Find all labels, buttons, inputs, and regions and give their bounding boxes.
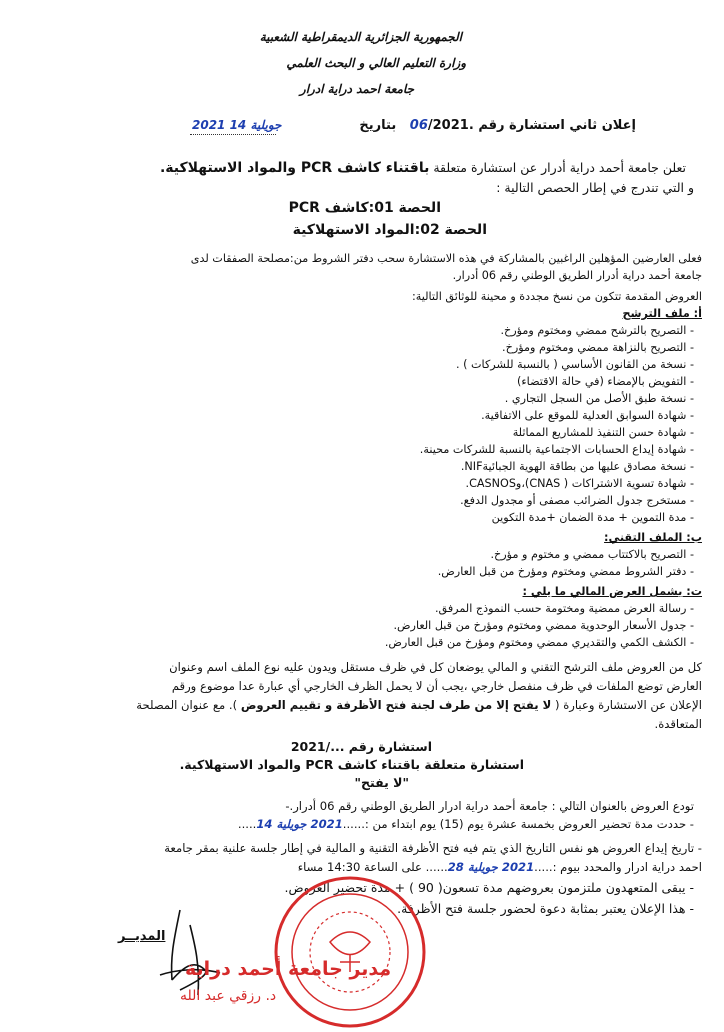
date-dotted-line — [190, 134, 276, 135]
envelope-line4: المتعاقدة. — [654, 717, 702, 731]
label-do-not-open: "لا يفتح" — [354, 775, 409, 790]
director-title: المديــر — [118, 929, 166, 944]
signature-scribble — [150, 905, 230, 1000]
section-c-item-3: - الكشف الكمي والتقديري ممضي ومختوم ومؤرخ من قبل العارض. — [384, 636, 694, 649]
announcement-date: 2021 جويلية 14 — [192, 118, 282, 132]
closing-opening-date: 2021 جويلية 28 — [447, 860, 535, 874]
section-b-heading: ب: الملف التقني: — [604, 531, 702, 544]
section-a-item-4: - التفويض بالإمضاء (في حالة الاقتضاء) — [517, 375, 694, 388]
envelope-do-not-open: لا يفتح إلا من طرف لجنة فتح الأظرفة و تقييم العروض — [240, 698, 552, 712]
section-a-heading: أ: ملف الترشح — [622, 307, 702, 320]
envelope-line1: كل من العروض ملف الترشح التقني و المالي يوضعان كل في ظرف مستقل ويدون عليه نوع الملف اسم وعنوان — [169, 660, 702, 674]
closing-deposit: تودع العروض بالعنوان التالي : جامعة أحمد دراية ادرار الطريق الوطني رقم 06 أدرار.- — [285, 799, 694, 813]
section-a-item-5: - نسخة طبق الأصل من السجل التجاري . — [504, 392, 694, 405]
intro-line1 — [160, 160, 686, 176]
section-a-item-2: - التصريح بالنزاهة ممضي ومختوم ومؤرخ. — [502, 341, 694, 354]
announcement-number: 06 — [409, 118, 428, 133]
para1-line2: جامعة أحمد دراية أدرار الطريق الوطني رقم 06 أدرار. — [452, 269, 702, 282]
section-a-item-3: - نسخة من القانون الأساسي ( بالنسبة للشركات ) . — [455, 358, 694, 371]
section-a-item-7: - شهادة حسن التنفيذ للمشاريع المماثلة — [512, 426, 694, 439]
closing-invitation: - هذا الإعلان يعتبر بمثابة دعوة لحضور جلسة فتح الأظرفة. — [397, 901, 694, 916]
section-a-item-12: - مدة التموين + مدة الضمان +مدة التكوين — [491, 511, 694, 524]
section-c-item-1: - رسالة العرض ممضية ومختومة حسب النموذج المرفق. — [434, 602, 694, 615]
closing-opening-post: ...... على الساعة 14:30 مساء — [297, 860, 448, 874]
stamp-director-text: مدير جامعة أحمد دراية — [185, 958, 392, 980]
header-ministry: وزارة التعليم العالي و البحث العلمي — [286, 56, 466, 70]
announcement-year: /2021 — [427, 118, 469, 133]
envelope-line3-text: الإعلان عن الاستشارة وعبارة ( — [554, 698, 702, 712]
envelope-line3 — [136, 698, 702, 712]
announcement-title-prefix: إعلان ثاني استشارة رقم — [478, 118, 636, 133]
closing-duration-dots: ..... — [237, 817, 257, 831]
label-subject: استشارة متعلقة باقتناء كاشف PCR والمواد الاستهلاكية. — [179, 757, 524, 772]
section-a-item-9: - نسخة مصادق عليها من بطاقة الهوية الجبائيةNIF. — [460, 460, 694, 473]
label-number: استشارة رقم .../2021 — [290, 739, 432, 754]
stamp-name-text: د. رزقي عبد الله — [180, 988, 277, 1004]
closing-validity: - يبقى المتعهدون ملتزمون بعروضهم مدة تسعون( 90 ) + مدة تحضير العروض. — [284, 880, 694, 895]
announcement-title — [359, 118, 636, 133]
section-a-item-10: - شهادة تسوية الاشتراكات ( CNAS)،وCASNOS. — [465, 477, 694, 490]
closing-opening-pre: احمد دراية ادرار والمحدد بيوم :..... — [534, 860, 702, 874]
para1-line1: فعلى العارضين المؤهلين الراغبين بالمشاركة في هذه الاستشارة سحب دفتر الشروط من:مصلحة الصفقات لدى — [190, 252, 702, 265]
official-stamp — [270, 872, 430, 1032]
lot-2: الحصة 02:المواد الاستهلاكية — [292, 222, 487, 238]
closing-duration-date: 2021 جويلية 14 — [256, 817, 343, 831]
closing-opening-line1: - تاريخ إيداع العروض هو نفس التاريخ الذي يتم فيه فتح الأظرفة التقنية و المالية في إطار جلسة علنية بمقر جامعة — [164, 841, 702, 855]
section-a-item-6: - شهادة السوابق العدلية للموقع على الاتفاقية. — [481, 409, 694, 422]
section-b-item-1: - التصريح بالاكتتاب ممضي و مختوم و مؤرخ. — [490, 548, 694, 561]
envelope-line3-end: ). مع عنوان المصلحة — [136, 698, 238, 712]
para2: العروض المقدمة تتكون من نسخ مجددة و محينة للوثائق التالية: — [411, 290, 702, 303]
section-b-item-2: - دفتر الشروط ممضي ومختوم ومؤرخ من قبل العارض. — [437, 565, 694, 578]
announcement-date-label: بتاريخ — [359, 118, 397, 133]
closing-duration-text: - حددت مدة تحضير العروض بخمسة عشرة يوم (15) يوم ابتداء من :...... — [342, 817, 694, 831]
section-c-heading: ت: يشمل العرض المالي ما يلي : — [522, 585, 702, 598]
section-a-item-11: - مستخرج جدول الضرائب مصفى أو مجدول الدفع. — [460, 494, 694, 507]
envelope-line2: العارض توضع الملفات في ظرف منفصل خارجي ،يجب أن لا يحمل الظرف الخارجي أي عبارة عدا موضوع ورقم — [171, 679, 702, 693]
section-a-item-1: - التصريح بالترشح ممضي ومختوم ومؤرخ. — [500, 324, 694, 337]
intro-line2: و التي تندرج في إطار الحصص التالية : — [496, 180, 694, 195]
header-republic: الجمهورية الجزائرية الديمقراطية الشعبية — [259, 30, 462, 44]
intro-subject: باقتناء كاشف PCR والمواد الاستهلاكية. — [159, 160, 430, 176]
lot-1: الحصة 01:كاشف PCR — [288, 200, 441, 216]
section-a-item-8: - شهادة إيداع الحسابات الاجتماعية بالنسبة للشركات محينة. — [419, 443, 694, 456]
announcement-dots: . — [468, 118, 474, 133]
header-university: جامعة احمد دراية ادرار — [299, 82, 414, 96]
intro-text: تعلن جامعة أحمد دراية أدرار عن استشارة متعلقة — [433, 160, 686, 175]
closing-duration — [238, 817, 694, 831]
section-c-item-2: - جدول الأسعار الوحدوية ممضي ومختوم ومؤرخ من قبل العارض. — [393, 619, 694, 632]
